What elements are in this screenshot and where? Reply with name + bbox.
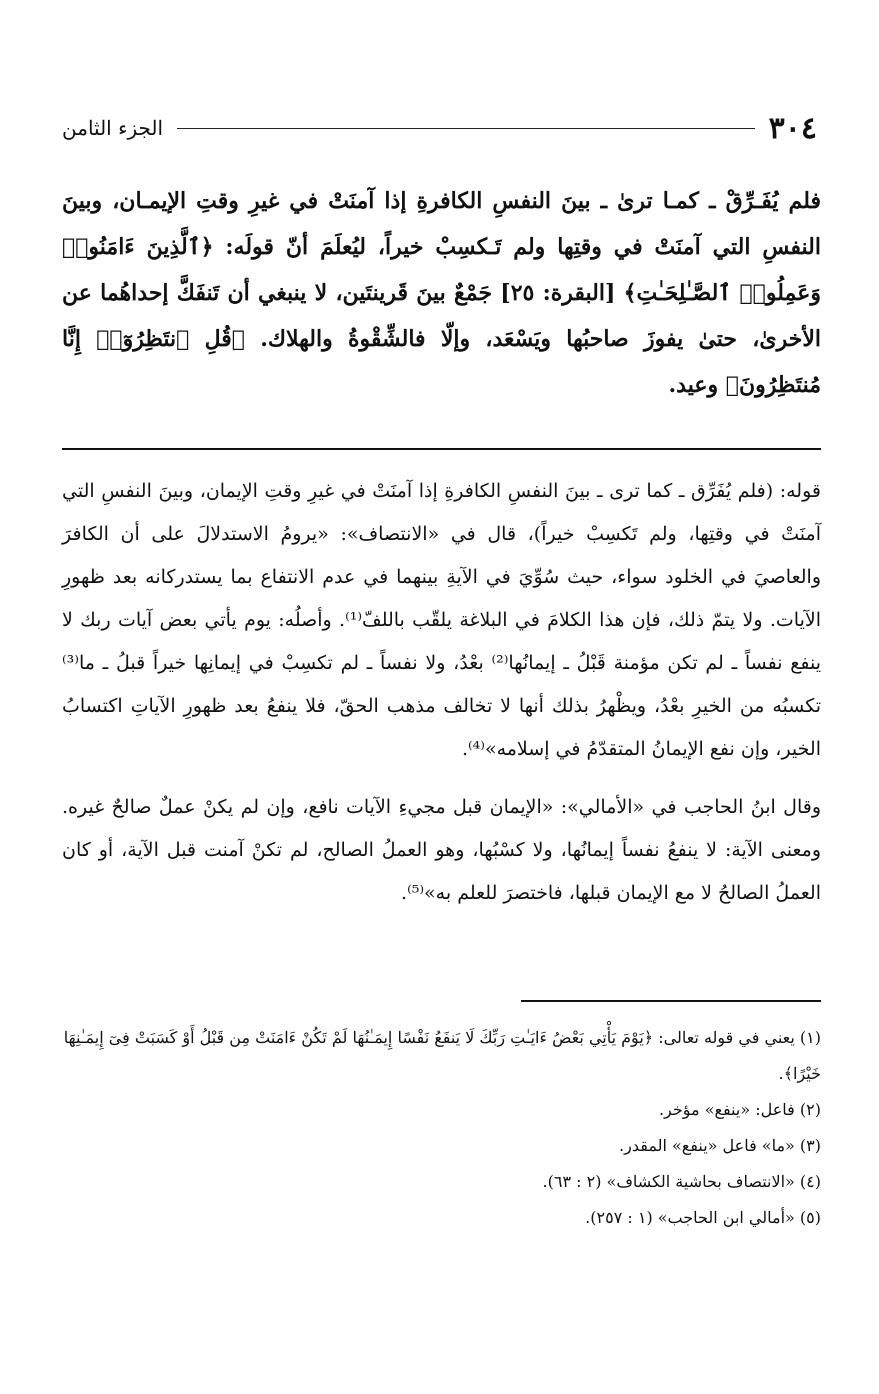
page-header [62, 108, 817, 148]
footnotes [62, 1020, 821, 1236]
footnote-item: (٥) «أمالي ابن الحاجب» (١ : ٢٥٧). [585, 1208, 821, 1227]
footnote-item: (٢) فاعل: «ينفع» مؤخر. [658, 1100, 821, 1119]
main-text: فلم يُفَـرِّقْ ـ كمـا ترىٰ ـ بينَ النفسِ الكافرةِ إذا آمنَتْ في غيرِ وقتِ الإيمـان، وبينَ النفسِ التي آمنَتْ في وقتِها ولم تَـكسِبْ خيراً، ليُعلَمَ أنّ قولَه: ﴿ٱلَّذِينَ ءَامَنُوا۟ وَعَمِلُوا۟ ٱلصَّـٰلِحَـٰتِ﴾ [البقرة: ٢٥] جَمْعٌ بينَ قَرينتَين، لا ينبغي أن تَنفَكَّ إحداهُما عن الأخرىٰ، حتىٰ يفوزَ صاحبُها ويَسْعَد، وإلّا فالشِّقْوةُ والهلاك. ﴿قُلِ ٱنتَظِرُوٓا۟ إِنَّا مُنتَظِرُونَ﴾ وعيد. [62, 188, 821, 398]
commentary-paragraph: وقال ابنُ الحاجب في «الأمالي»: «الإيمان قبل مجيءِ الآيات نافع، وإن لم يكنْ عملٌ صالحٌ غيره. ومعنى الآية: لا ينفعُ نفساً إيمانُها، ولا كسْبُها، وهو العملُ الصالح، لم تكنْ آمنت قبل الآية، أو كان العملُ الصالحُ لا مع الإيمان قبلها، فاختصرَ للعلم به»⁽⁵⁾. [62, 796, 821, 904]
commentary [62, 470, 821, 930]
header-rule [177, 128, 755, 129]
footnote-item: (١) يعني في قوله تعالى: ﴿يَوْمَ يَأْتِي بَعْضُ ءَايَـٰتِ رَبِّكَ لَا يَنفَعُ نَفْسًا إِيمَـٰنُهَا لَمْ تَكُنْ ءَامَنَتْ مِن قَبْلُ أَوْ كَسَبَتْ فِىٓ إِيمَـٰنِهَا خَيْرًا﴾. [63, 1028, 821, 1083]
commentary-paragraph: قوله: (فلم يُفَرِّق ـ كما ترى ـ بينَ النفسِ الكافرةِ إذا آمنَتْ في غيرِ وقتِ الإيمان، وبينَ النفسِ التي آمنَتْ في وقتِها، ولم تَكسِبْ خيراً)، قال في «الانتصاف»: «يرومُ الاستدلالَ على أن الكافرَ والعاصيَ في الخلود سواء، حيث سُوِّيَ في الآيةِ بينهما في عدم الانتفاع بما يستدركانه بعد ظهورِ الآيات. ولا يتمّ ذلك، فإن هذا الكلامَ في البلاغة يلقّب باللفّ⁽¹⁾. وأصلُه: يوم يأتي بعض آيات ربك لا ينفع نفساً ـ لم تكن مؤمنة قَبْلُ ـ إيمانُها⁽²⁾ بعْدُ، ولا نفساً ـ لم تكسِبْ في إيمانِها خيراً قبلُ ـ ما⁽³⁾ تكسبُه من الخيرِ بعْدُ، ويظْهرُ بذلك أنها لا تخالف مذهب الحقّ، فلا ينفعُ بعد ظهورِ الآياتِ اكتسابُ الخير، وإن نفع الإيمانُ المتقدّمُ في إسلامه»⁽⁴⁾. [62, 480, 821, 760]
footnote-item: (٤) «الانتصاف بحاشية الكشاف» (٢ : ٦٣). [542, 1172, 821, 1191]
footnote-item: (٣) «ما» فاعل «ينفع» المقدر. [619, 1136, 821, 1155]
footnote-divider [521, 1000, 821, 1002]
page-number: ٣٠٤ [768, 110, 817, 146]
section-divider [62, 448, 821, 450]
running-title: الجزء الثامن [62, 116, 164, 140]
